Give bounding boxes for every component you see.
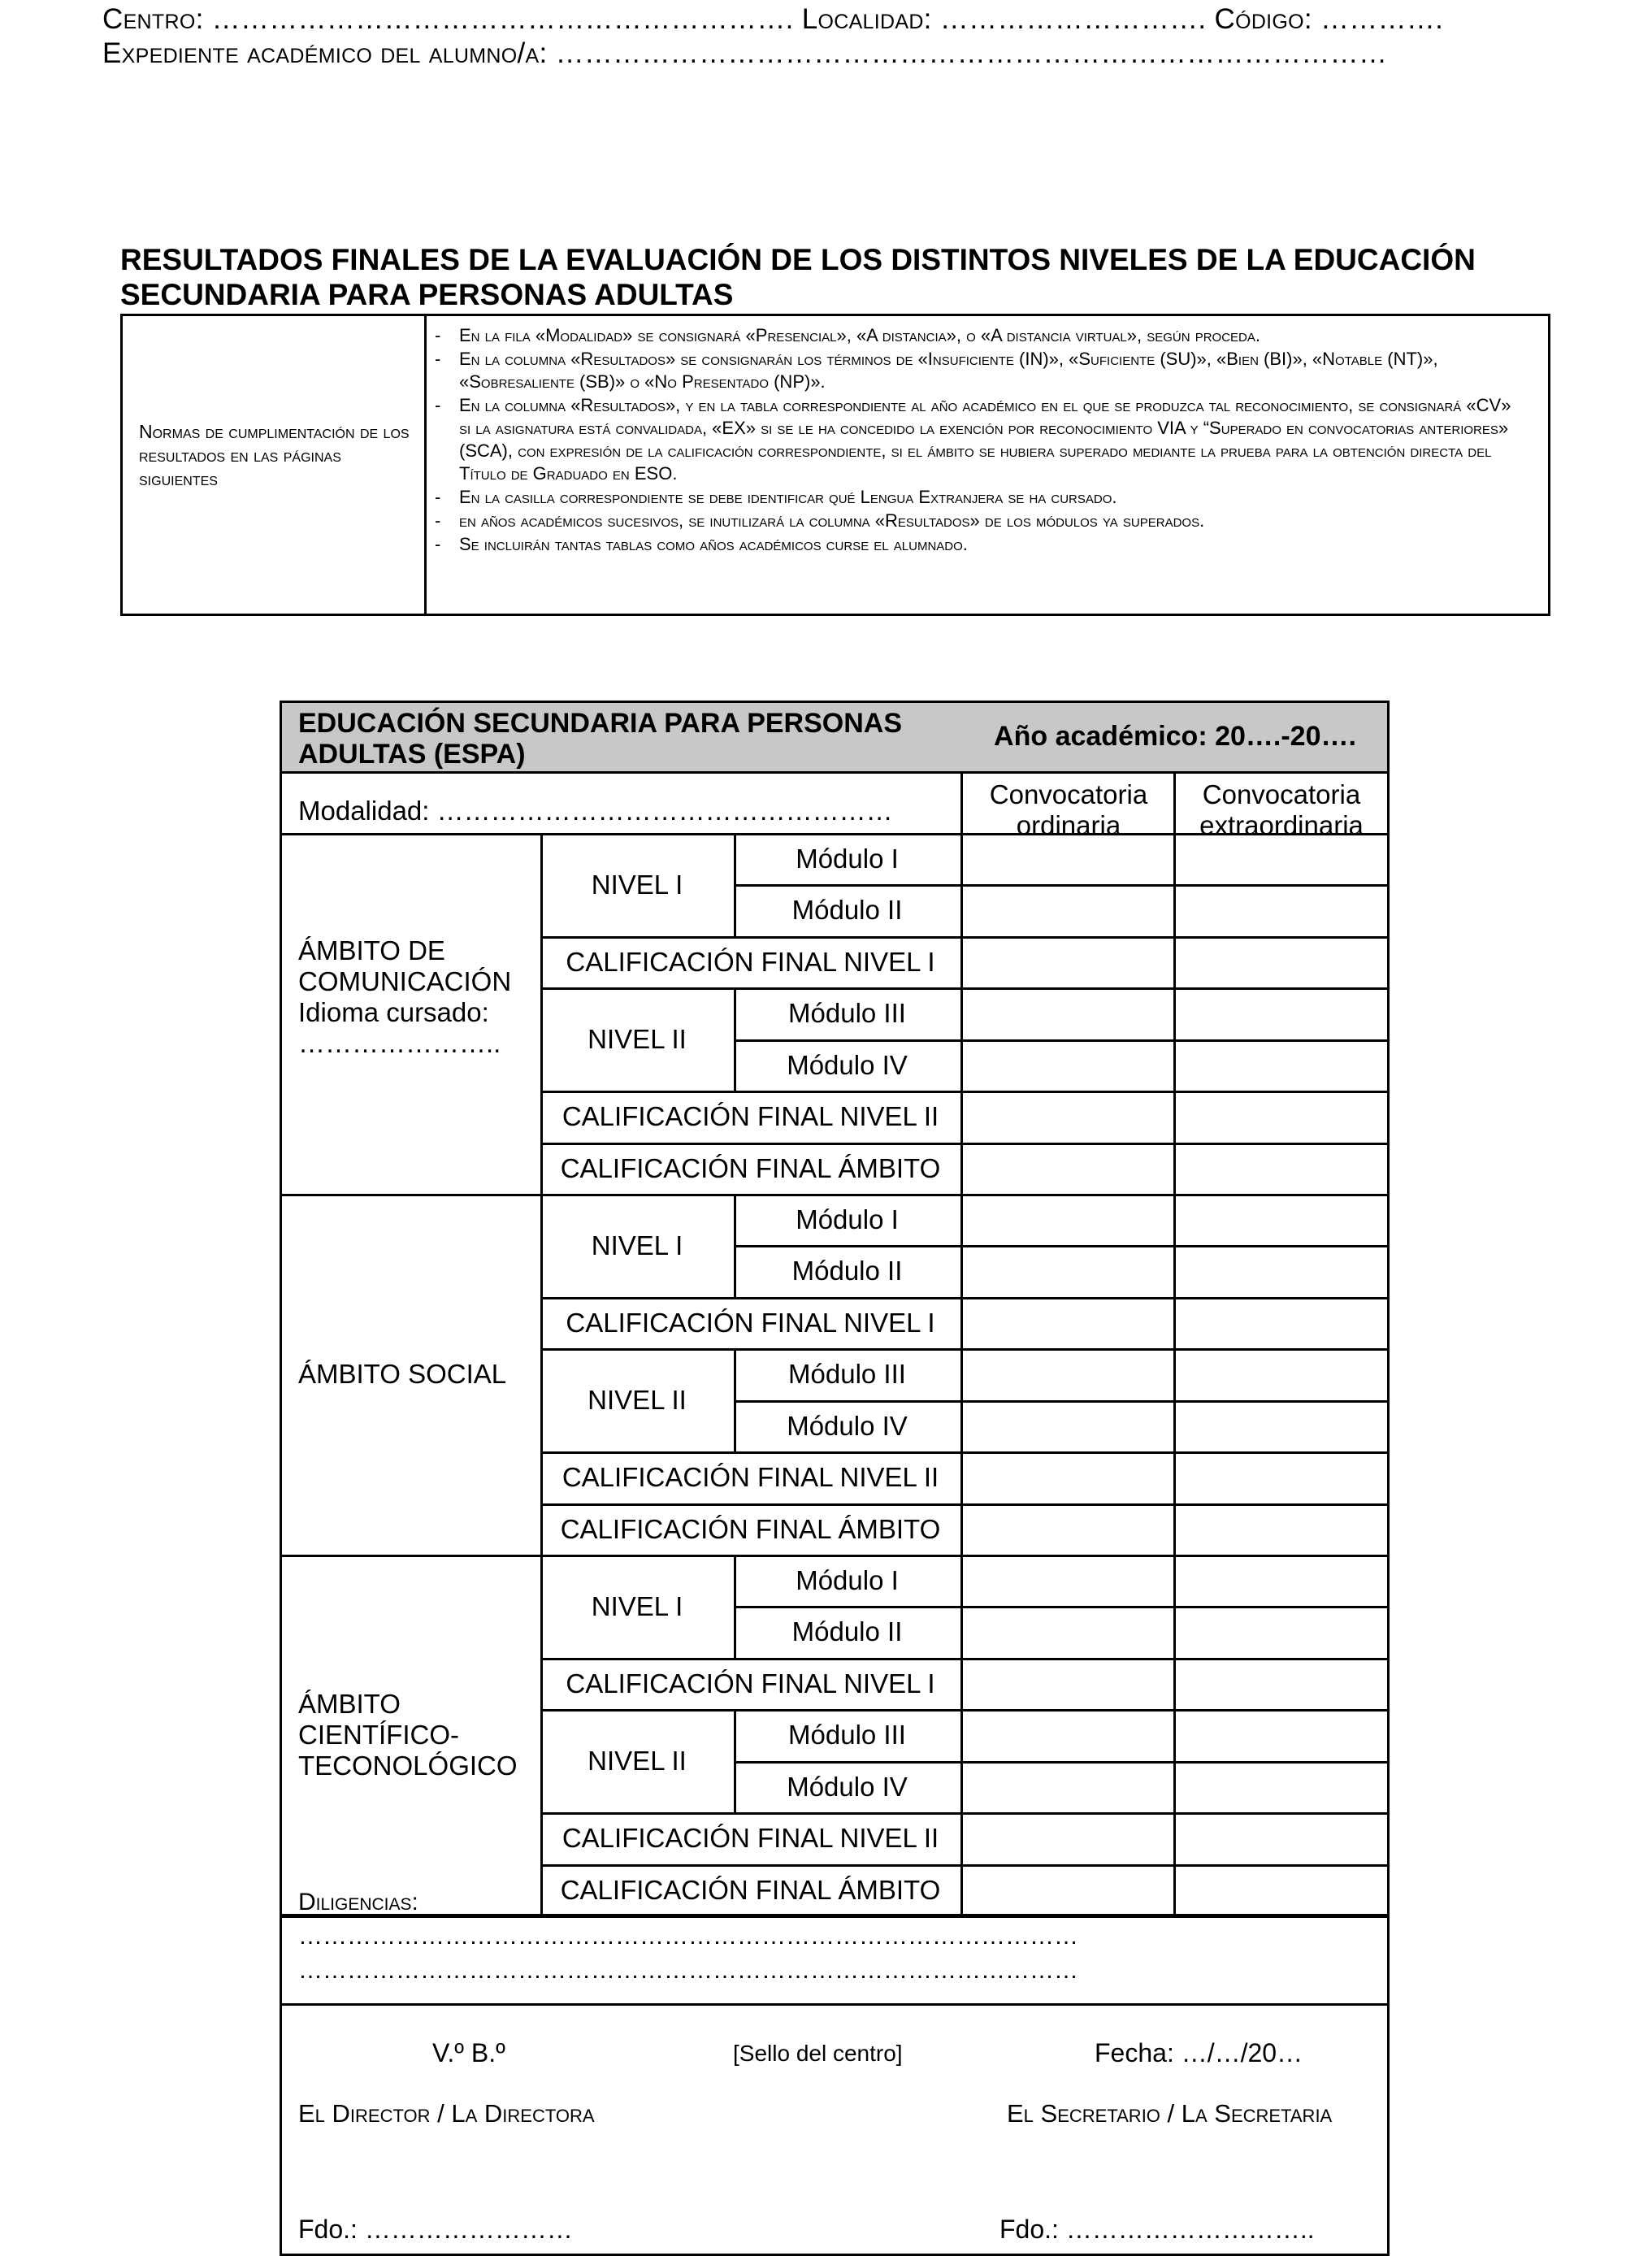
director-label: El Director / La Directora [298, 2099, 595, 2128]
nivel-label: NIVEL I [591, 1591, 683, 1621]
norms-list [427, 316, 1548, 556]
conv-extraordinaria-header: Convocatoria extraordinaria [1199, 779, 1364, 840]
nivel-label: NIVEL II [588, 1746, 687, 1776]
ambito-name-line: ÁMBITO DE [298, 935, 445, 965]
grade-extraordinaria-cell[interactable] [1176, 1403, 1387, 1451]
module-label: Módulo I [796, 844, 899, 874]
grade-extraordinaria-cell[interactable] [1176, 1660, 1387, 1709]
grade-ordinaria-cell[interactable] [963, 1867, 1173, 1915]
section-title: RESULTADOS FINALES DE LA EVALUACIÓN DE LOS DISTINTOS NIVELES DE LA EDUCACIÓN SECUNDARIA PARA PERSONAS ADULTAS [120, 243, 1476, 311]
expediente-field[interactable]: …………………………………………………………………………… [555, 37, 1388, 69]
grade-ordinaria-cell[interactable] [963, 1196, 1173, 1245]
norms-label: Normas de cumplimentación de los resultados en las páginas siguientes [139, 421, 410, 489]
codigo-field[interactable]: …………. [1320, 3, 1444, 35]
grade-ordinaria-cell[interactable] [963, 1145, 1173, 1194]
grade-extraordinaria-cell[interactable] [1176, 939, 1387, 987]
norms-label-cell [123, 316, 427, 614]
module-label: Módulo I [796, 1565, 899, 1595]
grade-ordinaria-cell[interactable] [963, 1608, 1173, 1657]
grade-ordinaria-cell[interactable] [963, 1815, 1173, 1863]
grade-extraordinaria-cell[interactable] [1176, 1093, 1387, 1142]
ambito-name-line: TECONOLÓGICO [298, 1751, 518, 1781]
grade-extraordinaria-cell[interactable] [1176, 1351, 1387, 1399]
grade-ordinaria-cell[interactable] [963, 835, 1173, 884]
grade-ordinaria-cell[interactable] [963, 1351, 1173, 1399]
norms-item: - En la columna «Resultados», y en la tabla correspondiente al año académico en el que se produzca tal reconocimiento, se consignará «CV» si la asignatura está convalidada, «EX» si se le ha concedido la exención por reconocimiento VIA y “Superado en convocatorias anteriores» (SCA), con expresión de la calificación correspondiente, si el ámbito se hubiera superado mediante la prueba para la obtención directa del Título de Graduado en ESO. [459, 394, 1524, 485]
ambito-name [298, 1689, 534, 1781]
vob-label: V.º B.º [432, 2038, 505, 2067]
grade-extraordinaria-cell[interactable] [1176, 1764, 1387, 1812]
module-label: Módulo III [788, 1359, 906, 1389]
grade-extraordinaria-cell[interactable] [1176, 1608, 1387, 1657]
module-label: Módulo I [796, 1204, 899, 1234]
norms-item: - en años académicos sucesivos, se inutilizará la columna «Resultados» de los módulos ya superados. [459, 510, 1524, 532]
final-grade-label: CALIFICACIÓN FINAL ÁMBITO [560, 1875, 941, 1905]
nivel-label: NIVEL II [588, 1024, 687, 1054]
grade-ordinaria-cell[interactable] [963, 939, 1173, 987]
sello-label: [Sello del centro] [733, 2041, 903, 2066]
nivel-label: NIVEL II [588, 1385, 687, 1415]
grade-ordinaria-cell[interactable] [963, 1247, 1173, 1296]
grade-extraordinaria-cell[interactable] [1176, 887, 1387, 935]
grade-ordinaria-cell[interactable] [963, 1506, 1173, 1555]
expediente-label: Expediente académico del alumno/a: [102, 37, 548, 69]
grade-ordinaria-cell[interactable] [963, 1712, 1173, 1760]
grade-ordinaria-cell[interactable] [963, 1093, 1173, 1142]
final-grade-label: CALIFICACIÓN FINAL ÁMBITO [560, 1514, 941, 1544]
ambito-name [298, 935, 534, 1059]
header-line-expediente [102, 37, 1387, 70]
grade-ordinaria-cell[interactable] [963, 1403, 1173, 1451]
grade-ordinaria-cell[interactable] [963, 1454, 1173, 1503]
secretario-label: El Secretario / La Secretaria [1007, 2099, 1333, 2128]
divider [282, 2003, 1387, 2006]
final-grade-label: CALIFICACIÓN FINAL NIVEL I [566, 1308, 935, 1338]
norms-item: - Se incluirán tantas tablas como años académicos curse el alumnado. [459, 533, 1524, 556]
ambito-name-line: CIENTÍFICO- [298, 1720, 459, 1750]
nivel-label: NIVEL I [591, 870, 683, 900]
diligencias-label: Diligencias: [298, 1889, 418, 1915]
grade-extraordinaria-cell[interactable] [1176, 1145, 1387, 1194]
grade-ordinaria-cell[interactable] [963, 1299, 1173, 1348]
norms-item: - En la fila «Modalidad» se consignará «Presencial», «A distancia», o «A distancia virtual», según proceda. [459, 324, 1524, 347]
director-signature-field[interactable]: Fdo.: …………………… [298, 2215, 573, 2244]
module-label: Módulo IV [787, 1411, 908, 1441]
ambito-name [298, 1359, 534, 1390]
divider [282, 771, 1387, 774]
norms-item: - En la casilla correspondiente se debe identificar qué Lengua Extranjera se ha cursado. [459, 486, 1524, 509]
final-grade-label: CALIFICACIÓN FINAL NIVEL I [566, 947, 935, 977]
ambito-name-line: ÁMBITO SOCIAL [298, 1359, 507, 1389]
grade-ordinaria-cell[interactable] [963, 1042, 1173, 1091]
nivel-label: NIVEL I [591, 1230, 683, 1260]
grade-ordinaria-cell[interactable] [963, 990, 1173, 1039]
norms-item: - En la columna «Resultados» se consignarán los términos de «Insuficiente (IN)», «Suficiente (SU)», «Bien (BI)», «Notable (NT)», «Sobresaliente (SB)» o «No Presentado (NP)». [459, 348, 1524, 393]
header-line-centro [102, 3, 1443, 36]
grade-ordinaria-cell[interactable] [963, 887, 1173, 935]
module-label: Módulo IV [787, 1050, 908, 1080]
grade-extraordinaria-cell[interactable] [1176, 1815, 1387, 1863]
localidad-field[interactable]: ………………………. [939, 3, 1207, 35]
module-label: Módulo II [791, 1616, 903, 1646]
final-grade-label: CALIFICACIÓN FINAL NIVEL II [562, 1462, 939, 1492]
module-label: Módulo III [788, 1720, 906, 1750]
grade-extraordinaria-cell[interactable] [1176, 1042, 1387, 1091]
ambito-name-line: ÁMBITO [298, 1689, 401, 1719]
module-label: Módulo IV [787, 1772, 908, 1802]
grade-extraordinaria-cell[interactable] [1176, 1247, 1387, 1296]
final-grade-label: CALIFICACIÓN FINAL NIVEL II [562, 1823, 939, 1853]
norms-list-cell [427, 316, 1548, 614]
grade-extraordinaria-cell[interactable] [1176, 1557, 1387, 1606]
divider [282, 1914, 1387, 1916]
modalidad-field[interactable]: Modalidad: …………………………………………… [298, 796, 893, 826]
diligencias-line[interactable]: …………………………………………………………………………………… [298, 1923, 1078, 1950]
grade-extraordinaria-cell[interactable] [1176, 990, 1387, 1039]
idioma-field[interactable]: ………………….. [298, 1028, 501, 1058]
ambito-name-line: Idioma cursado: [298, 997, 489, 1027]
grade-extraordinaria-cell[interactable] [1176, 1299, 1387, 1348]
localidad-label: Localidad: [801, 3, 932, 35]
academic-year[interactable]: Año académico: 20….-20…. [994, 721, 1356, 752]
final-grade-label: CALIFICACIÓN FINAL NIVEL I [566, 1668, 935, 1699]
espa-table [280, 701, 1390, 2256]
grade-extraordinaria-cell[interactable] [1176, 1506, 1387, 1555]
grade-ordinaria-cell[interactable] [963, 1764, 1173, 1812]
grade-extraordinaria-cell[interactable] [1176, 1196, 1387, 1245]
module-label: Módulo III [788, 998, 906, 1028]
module-label: Módulo II [791, 895, 903, 925]
module-label: Módulo II [791, 1256, 903, 1286]
codigo-label: Código: [1214, 3, 1312, 35]
grade-ordinaria-cell[interactable] [963, 1660, 1173, 1709]
conv-ordinaria-header: Convocatoria ordinaria [989, 779, 1148, 840]
ambito-name-line: COMUNICACIÓN [298, 966, 512, 996]
secretario-signature-field[interactable]: Fdo.: ……………………….. [999, 2215, 1315, 2244]
centro-label: Centro: [102, 3, 204, 35]
centro-field[interactable]: ……………………………………………………. [211, 3, 794, 35]
final-grade-label: CALIFICACIÓN FINAL NIVEL II [562, 1101, 939, 1131]
fecha-field[interactable]: Fecha: …/…/20… [1095, 2038, 1303, 2067]
espa-title: EDUCACIÓN SECUNDARIA PARA PERSONAS ADULTAS (ESPA) [298, 708, 903, 770]
grade-ordinaria-cell[interactable] [963, 1557, 1173, 1606]
grade-extraordinaria-cell[interactable] [1176, 1454, 1387, 1503]
final-grade-label: CALIFICACIÓN FINAL ÁMBITO [560, 1153, 941, 1183]
diligencias-line[interactable]: …………………………………………………………………………………… [298, 1957, 1078, 1984]
grade-extraordinaria-cell[interactable] [1176, 1712, 1387, 1760]
grade-extraordinaria-cell[interactable] [1176, 1867, 1387, 1915]
norms-table [120, 314, 1550, 616]
grade-extraordinaria-cell[interactable] [1176, 835, 1387, 884]
